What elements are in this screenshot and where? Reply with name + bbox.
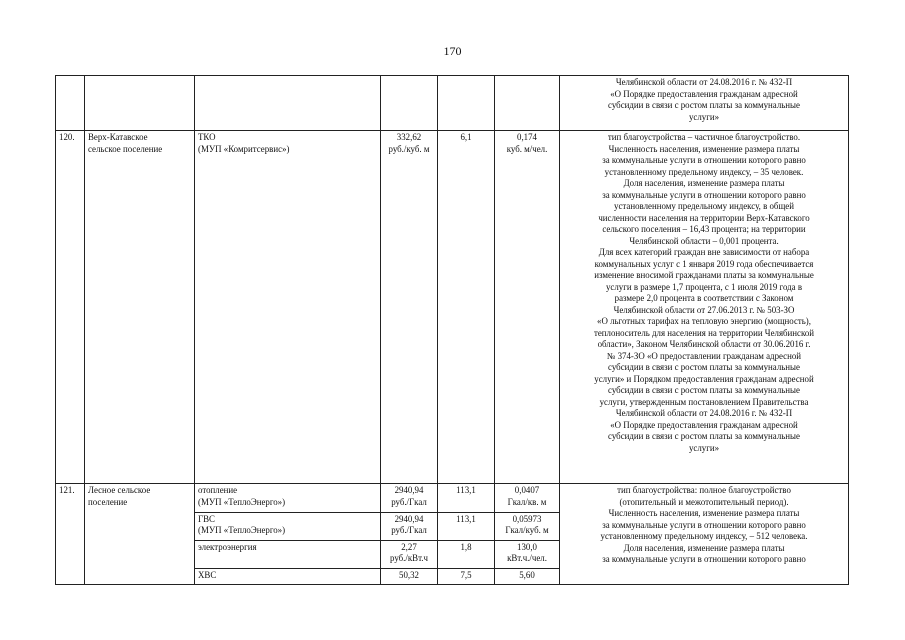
tariff-cell <box>381 131 438 484</box>
municipality-cell <box>85 131 195 484</box>
desc-line: тип благоустройства – частичное благоустройство. <box>607 132 801 142</box>
desc-line: сельского поселения – 16,43 процента; на территории <box>602 224 806 234</box>
tariff-line: 2,27 <box>401 541 417 552</box>
cell-service <box>195 76 381 131</box>
municipality-cell <box>85 484 195 585</box>
cell-tariff <box>381 76 438 131</box>
cell-municipality <box>85 76 195 131</box>
service-cell <box>195 540 381 568</box>
desc-line: за коммунальные услуги в отношении которого равно <box>602 155 806 165</box>
desc-line: «О льготных тарифах на тепловую энергию (мощность), <box>597 316 811 326</box>
norm-line: 0,0407 <box>514 485 540 496</box>
percent-cell: 113,1 <box>438 484 495 512</box>
tariff-line: руб./кВт.ч <box>390 553 428 564</box>
cell-pct <box>438 76 495 131</box>
service-line: ГВС <box>198 513 215 524</box>
tariff-line: 2940,94 <box>394 485 424 496</box>
service-line: отопление <box>198 485 238 496</box>
norm-cell <box>495 512 560 540</box>
row-number: 121. <box>56 484 85 585</box>
norm-cell <box>495 131 560 484</box>
description-cell <box>560 484 849 585</box>
desc-line: Для всех категорий граждан вне зависимости от набора <box>598 247 810 257</box>
service-line: ХВС <box>198 570 217 581</box>
description-cell <box>560 131 849 484</box>
service-line: электроэнергия <box>198 541 257 552</box>
table-row <box>56 131 849 484</box>
municipality-line: поселение <box>88 496 128 507</box>
desc-line: Численность населения, изменение размера платы <box>608 143 800 154</box>
desc-line: Челябинской области от 24.08.2016 г. № 432-П <box>615 77 793 87</box>
desc-line: численности населения на территории Верх-Катавского <box>598 212 810 223</box>
desc-line: Челябинской области – 0,001 процента. <box>629 235 779 246</box>
norm-cell <box>495 484 560 512</box>
tariff-cell <box>381 569 438 585</box>
service-line: (МУП «ТеплоЭнерго») <box>198 525 286 536</box>
norm-cell <box>495 540 560 568</box>
service-line: (МУП «Комритсервис») <box>198 143 290 154</box>
desc-line: установленному предельному индексу, в общей <box>614 201 794 211</box>
desc-line: «О Порядке предоставления гражданам адресной <box>610 88 798 99</box>
municipality-line: Лесное сельское <box>88 485 151 496</box>
desc-line: услуги» <box>688 442 720 453</box>
tariff-table <box>55 75 849 585</box>
desc-line: за коммунальные услуги в отношении которого равно <box>602 519 806 530</box>
desc-line: услуги» <box>688 111 720 122</box>
desc-line: (отопительный и межотопительный период). <box>619 496 789 507</box>
norm-line: 130,0 <box>517 541 537 552</box>
tariff-cell <box>381 540 438 568</box>
percent-cell: 6,1 <box>438 131 495 484</box>
continuation-row <box>56 76 849 131</box>
desc-line: услуги, утвержденным постановлением Правительства <box>599 396 809 407</box>
tariff-cell <box>381 512 438 540</box>
desc-line: услуги в размере 1,7 процента, с 1 июля 2019 года в <box>605 281 803 292</box>
service-cell <box>195 484 381 512</box>
norm-cell <box>495 569 560 585</box>
norm-line: 5,60 <box>519 570 535 581</box>
desc-line: коммунальных услуг с 1 января 2019 года обеспечивается <box>594 258 814 269</box>
desc-line: субсидии в связи с ростом платы за коммунальные <box>608 385 800 395</box>
service-line: (МУП «ТеплоЭнерго») <box>198 496 286 507</box>
percent-cell: 7,5 <box>438 569 495 585</box>
tariff-cell <box>381 484 438 512</box>
service-cell <box>195 569 381 585</box>
desc-line: № 374-ЗО «О предоставлении гражданам адресной <box>606 350 802 361</box>
norm-line: 0,174 <box>517 132 537 142</box>
tariff-line: 332,62 <box>396 132 422 142</box>
row-number: 120. <box>56 131 85 484</box>
desc-line: Численность населения, изменение размера платы <box>608 508 800 519</box>
desc-line: «О Порядке предоставления гражданам адресной <box>610 419 798 430</box>
service-line: ТКО <box>198 132 216 142</box>
desc-line: Доля населения, изменение размера платы <box>623 178 785 188</box>
norm-line: кВт.ч./чел. <box>507 553 547 564</box>
desc-line: размере 2,0 процента в соответствии с Законом <box>614 293 794 303</box>
desc-line: теплоноситель для населения на территории Челябинской <box>593 327 815 338</box>
service-cell <box>195 131 381 484</box>
desc-line: субсидии в связи с ростом платы за коммунальные <box>608 431 800 441</box>
table-row <box>56 484 849 512</box>
cell-norm <box>495 76 560 131</box>
norm-line: 0,05973 <box>512 513 542 524</box>
desc-line: установленному предельному индексу, – 35 человек. <box>604 166 804 177</box>
cell-num <box>56 76 85 131</box>
tariff-line: 50,32 <box>399 570 419 581</box>
municipality-line: сельское поселение <box>88 143 163 154</box>
percent-cell: 113,1 <box>438 512 495 540</box>
cell-description <box>560 76 849 131</box>
page-number: 170 <box>443 44 462 58</box>
desc-line: Челябинской области от 27.06.2013 г. № 503-ЗО <box>613 304 795 315</box>
tariff-line: 2940,94 <box>394 513 424 524</box>
tariff-line: руб./Гкал <box>391 496 427 507</box>
desc-line: изменение вносимой гражданами платы за коммунальные <box>594 270 814 280</box>
norm-line: куб. м/чел. <box>506 143 548 154</box>
desc-line: за коммунальные услуги в отношении которого равно <box>602 189 806 200</box>
desc-line: за коммунальные услуги в отношении которого равно <box>602 554 806 565</box>
desc-line: установленному предельному индексу, – 512 человека. <box>600 531 808 542</box>
municipality-line: Верх-Катавское <box>88 132 148 142</box>
desc-line: Доля населения, изменение размера платы <box>623 542 785 553</box>
tariff-line: руб./Гкал <box>391 525 427 536</box>
desc-line: Челябинской области от 24.08.2016 г. № 432-П <box>615 408 793 418</box>
desc-line: услуги» и Порядком предоставления гражданам адресной <box>594 373 814 384</box>
desc-line: области», Законом Челябинской области от 30.06.2016 г. <box>597 339 811 349</box>
norm-line: Гкал/куб. м <box>505 525 549 536</box>
norm-line: Гкал/кв. м <box>507 496 547 507</box>
tariff-line: руб./куб. м <box>388 143 430 154</box>
desc-line: субсидии в связи с ростом платы за коммунальные <box>608 100 800 110</box>
service-cell <box>195 512 381 540</box>
percent-cell: 1,8 <box>438 540 495 568</box>
desc-line: субсидии в связи с ростом платы за коммунальные <box>608 362 800 372</box>
desc-line: тип благоустройства: полное благоустройство <box>617 485 791 496</box>
